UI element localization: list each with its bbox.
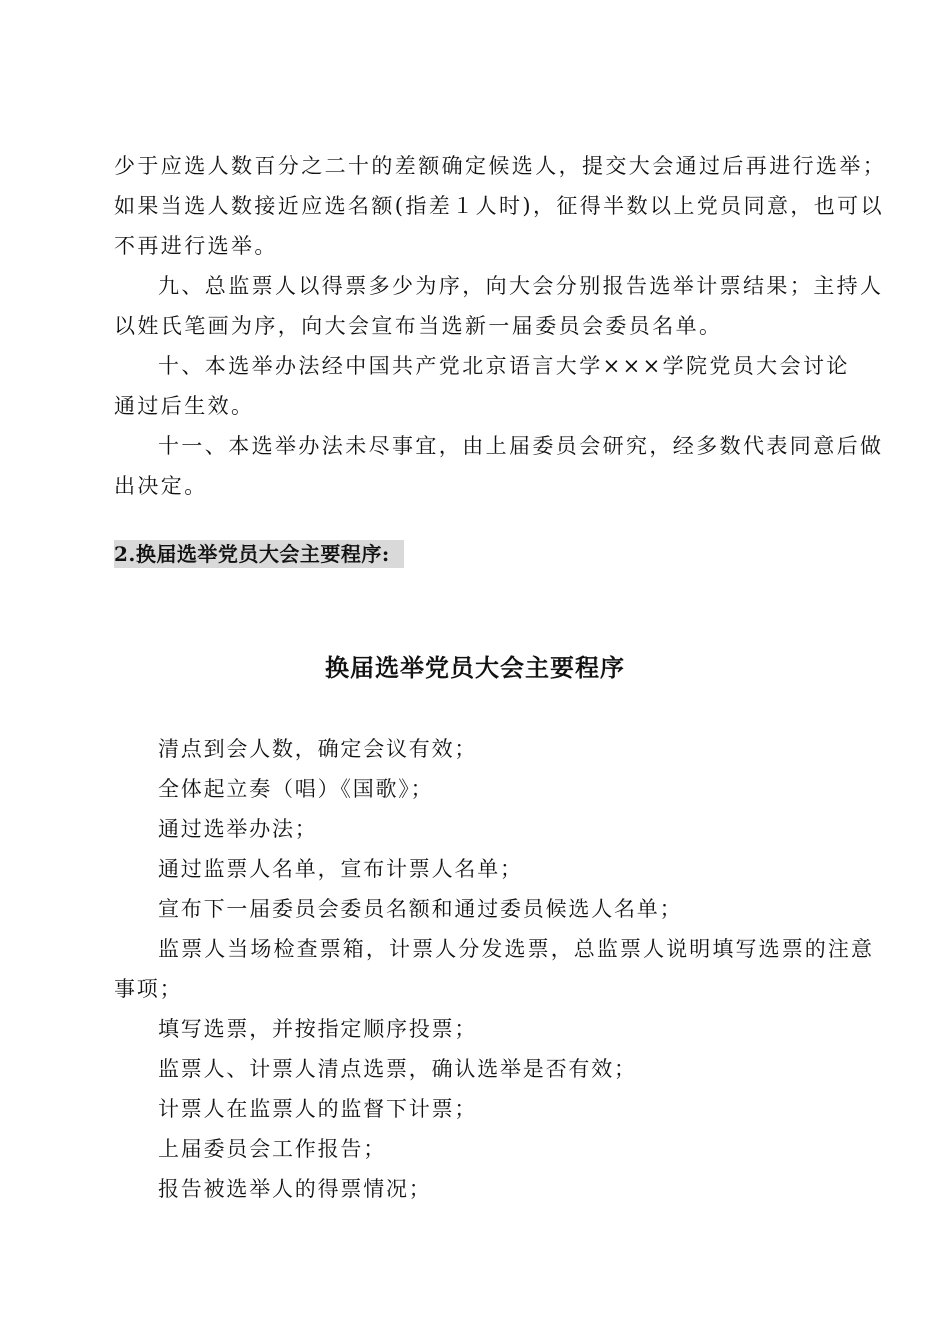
procedure-step: 通过选举办法； — [158, 817, 318, 841]
rules-line: 如果当选人数接近应选名额(指差１人时)，征得半数以上党员同意，也可以 — [114, 194, 884, 218]
rule-nine-line: 以姓氏笔画为序，向大会宣布当选新一届委员会委员名单。 — [114, 314, 723, 338]
section-heading: 2.换届选举党员大会主要程序: — [114, 540, 404, 568]
procedure-step: 填写选票，并按指定顺序投票； — [158, 1017, 478, 1041]
procedure-step: 上届委员会工作报告； — [158, 1137, 386, 1161]
rule-ten-line: 通过后生效。 — [114, 394, 255, 418]
procedure-step: 报告被选举人的得票情况； — [158, 1177, 432, 1201]
procedure-step: 宣布下一届委员会委员名额和通过委员候选人名单； — [158, 897, 683, 921]
procedure-step: 监票人、计票人清点选票，确认选举是否有效； — [158, 1057, 637, 1081]
procedure-step: 通过监票人名单，宣布计票人名单； — [158, 857, 523, 881]
rule-eleven-line: 出决定。 — [114, 474, 208, 498]
rule-ten-line: 十、本选举办法经中国共产党北京语言大学×××学院党员大会讨论 — [158, 354, 850, 378]
rules-line: 少于应选人数百分之二十的差额确定候选人，提交大会通过后再进行选举； — [114, 154, 887, 178]
rules-line: 不再进行选举。 — [114, 234, 278, 258]
procedure-title: 换届选举党员大会主要程序 — [325, 654, 625, 682]
procedure-step: 清点到会人数，确定会议有效； — [158, 737, 478, 761]
rule-eleven-line: 十一、本选举办法未尽事宜，由上届委员会研究，经多数代表同意后做 — [158, 434, 884, 458]
procedure-step: 全体起立奏（唱）《国歌》； — [158, 777, 434, 801]
procedure-step-continued: 事项； — [114, 977, 183, 1001]
procedure-step: 监票人当场检查票箱，计票人分发选票，总监票人说明填写选票的注意 — [158, 937, 875, 961]
procedure-step: 计票人在监票人的监督下计票； — [158, 1097, 478, 1121]
rule-nine-line: 九、总监票人以得票多少为序，向大会分别报告选举计票结果；主持人 — [158, 274, 884, 298]
